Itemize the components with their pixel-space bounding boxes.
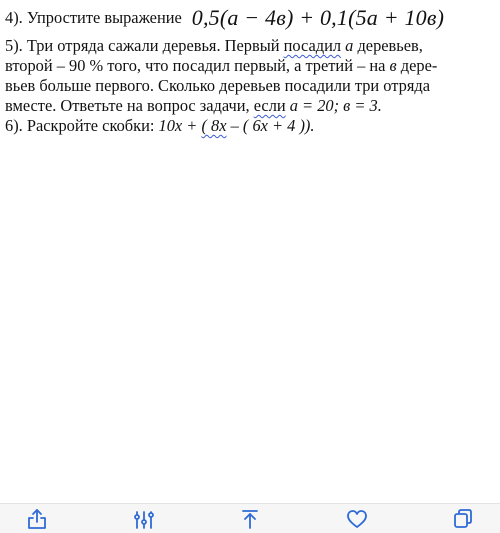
share-icon[interactable] (26, 508, 48, 530)
task-5 (5, 36, 497, 116)
task-6-spellcheck-8x[interactable]: ( 8х (201, 116, 227, 135)
task-4 (5, 0, 497, 36)
task-6-expr-b: – ( 6х + 4 )). (230, 116, 315, 135)
task-5-spellcheck-posadil[interactable]: посадил (283, 36, 342, 55)
task-6 (5, 116, 497, 136)
copy-icon[interactable] (452, 508, 474, 530)
bottom-toolbar (0, 503, 500, 533)
task-5-line2-a: второй – 90 % того, что посадил первый, а третий – на (5, 56, 386, 75)
task-6-text: 6). Раскройте скобки: (5, 116, 155, 135)
upload-icon[interactable] (239, 508, 261, 530)
task-6-expr-a: 10х + (158, 116, 198, 135)
task-5-line2-b: дере- (400, 56, 438, 75)
task-5-line3: вьев больше первого. Сколько деревьев посадили три отряда (5, 76, 430, 95)
task-4-formula: 0,5(a − 4в) + 0,1(5a + 10в) (191, 5, 445, 30)
task-5-spellcheck-esli[interactable]: если (253, 96, 286, 115)
task-5-condition: а = 20; в = 3. (289, 96, 382, 115)
task-4-number: 4). (5, 8, 23, 27)
adjust-icon[interactable] (133, 508, 155, 530)
task-5-line1-a: 5). Три отряда сажали деревья. Первый (5, 36, 280, 55)
task-5-var-v: в (389, 56, 397, 75)
task-5-var-a: а (345, 36, 354, 55)
heart-icon[interactable] (346, 508, 368, 530)
task-4-text: Упростите выражение (26, 8, 182, 27)
document (5, 0, 497, 136)
task-5-line4-a: вместе. Ответьте на вопрос задачи, (5, 96, 250, 115)
task-5-line1-b: деревьев, (357, 36, 423, 55)
